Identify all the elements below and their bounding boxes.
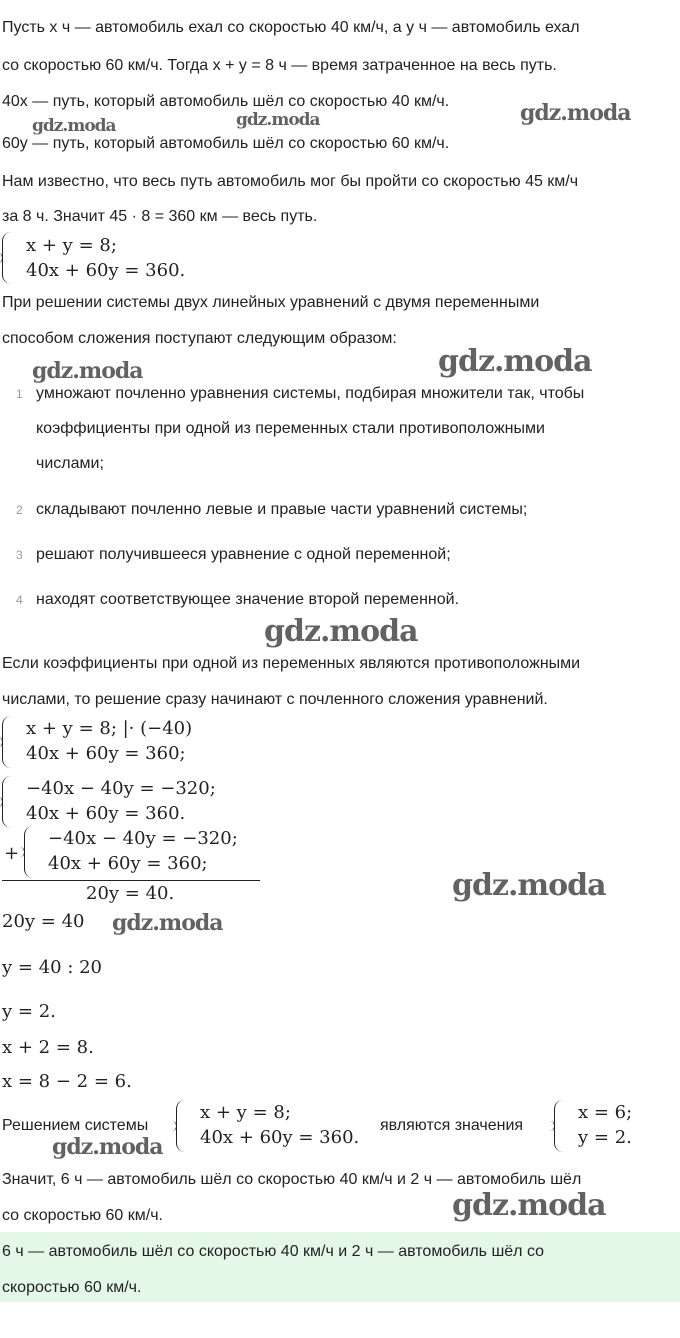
step-number: 1 (16, 387, 23, 401)
watermark: gdz.moda (32, 358, 143, 384)
calc-line: y = 2. (2, 1001, 56, 1022)
intro-line-4: 60y — путь, который автомобиль шёл со скоростью 60 км/ч. (2, 135, 450, 152)
solution-label: Решением системы (2, 1117, 149, 1134)
system-4 (24, 826, 264, 878)
system-row: x + y = 8; |· (−40) (26, 718, 193, 739)
step-text: решают получившееся уравнение с одной переменной; (36, 546, 451, 563)
system-row: 40x + 60y = 360. (26, 803, 186, 824)
system-row: −40x − 40y = −320; (48, 828, 238, 849)
system-row: x + y = 8; (200, 1102, 291, 1123)
note-line-1: Если коэффициенты при одной из переменных являются противоположными (2, 655, 581, 672)
calc-line: x = 8 − 2 = 6. (2, 1071, 132, 1092)
watermark: gdz.moda (452, 1188, 606, 1223)
answer-line-2: скоростью 60 км/ч. (2, 1279, 142, 1296)
system-row: 40x + 60y = 360. (26, 260, 186, 281)
solution-mid: являются значения (380, 1117, 524, 1134)
system-row: x = 6; (578, 1102, 633, 1123)
intro-line-2: со скоростью 60 км/ч. Тогда x + y = 8 ч — время затраченное на весь путь. (2, 57, 557, 74)
watermark: gdz.moda (52, 1134, 163, 1160)
plus-sign: + (4, 843, 20, 864)
note-line-2: числами, то решение сразу начинают с почленного сложения уравнений. (2, 691, 548, 708)
solution-system (176, 1100, 366, 1152)
system-1 (2, 232, 262, 284)
system-row: x + y = 8; (26, 235, 117, 256)
intro-line-3: 40x — путь, который автомобиль шёл со скоростью 40 км/ч. (2, 93, 450, 110)
brace (2, 776, 11, 828)
method-line-1: При решении системы двух линейных уравнений с двумя переменными (2, 294, 540, 311)
brace (2, 716, 11, 768)
step-text: числами; (36, 455, 104, 472)
intro-line-1: Пусть x ч — автомобиль ехал со скоростью 40 км/ч, а y ч — автомобиль ехал (2, 19, 580, 36)
step-text: коэффициенты при одной из переменных стали противоположными (36, 420, 545, 437)
step-text: складывают почленно левые и правые части уравнений системы; (36, 501, 528, 518)
intro-line-6: за 8 ч. Значит 45 · 8 = 360 км — весь путь. (2, 208, 318, 225)
watermark: gdz.moda (452, 868, 606, 903)
answer-box (0, 1232, 680, 1302)
brace (2, 232, 11, 284)
calc-line: y = 40 : 20 (2, 957, 103, 978)
answer-system (554, 1100, 664, 1152)
step-text: умножают почленно уравнения системы, подбирая множители так, чтобы (36, 385, 585, 402)
calc-line: 20y = 40 (2, 911, 85, 932)
step-number: 2 (16, 503, 23, 517)
intro-line-5: Нам известно, что весь путь автомобиль мог бы пройти со скоростью 45 км/ч (2, 173, 579, 190)
watermark: gdz.moda (520, 100, 631, 126)
system-3 (2, 776, 262, 828)
system-row: 40x + 60y = 360. (200, 1127, 360, 1148)
conclusion-line-2: со скоростью 60 км/ч. (2, 1207, 163, 1224)
brace (176, 1100, 185, 1152)
conclusion-line-1: Значит, 6 ч — автомобиль шёл со скоростью 40 км/ч и 2 ч — автомобиль шёл (2, 1171, 582, 1188)
answer-line-1: 6 ч — автомобиль шёл со скоростью 40 км/ч и 2 ч — автомобиль шёл со (2, 1243, 545, 1260)
step-text: находят соответствующее значение второй переменной. (36, 591, 460, 608)
system-row: −40x − 40y = −320; (26, 778, 216, 799)
calc-line: x + 2 = 8. (2, 1037, 94, 1058)
system-row: 40x + 60y = 360; (26, 743, 186, 764)
step-number: 4 (16, 593, 23, 607)
system-row: y = 2. (578, 1127, 632, 1148)
sum-result: 20y = 40. (86, 883, 175, 904)
brace (24, 826, 33, 878)
step-number: 3 (16, 548, 23, 562)
sum-rule (2, 880, 260, 881)
watermark: gdz.moda (112, 910, 223, 936)
watermark: gdz.moda (236, 110, 320, 130)
watermark: gdz.moda (438, 344, 592, 379)
brace (554, 1100, 563, 1152)
method-line-2: способом сложения поступают следующим образом: (2, 330, 397, 347)
system-row: 40x + 60y = 360; (48, 853, 208, 874)
system-2 (2, 716, 262, 768)
watermark: gdz.moda (264, 614, 418, 649)
watermark: gdz.moda (32, 116, 116, 136)
